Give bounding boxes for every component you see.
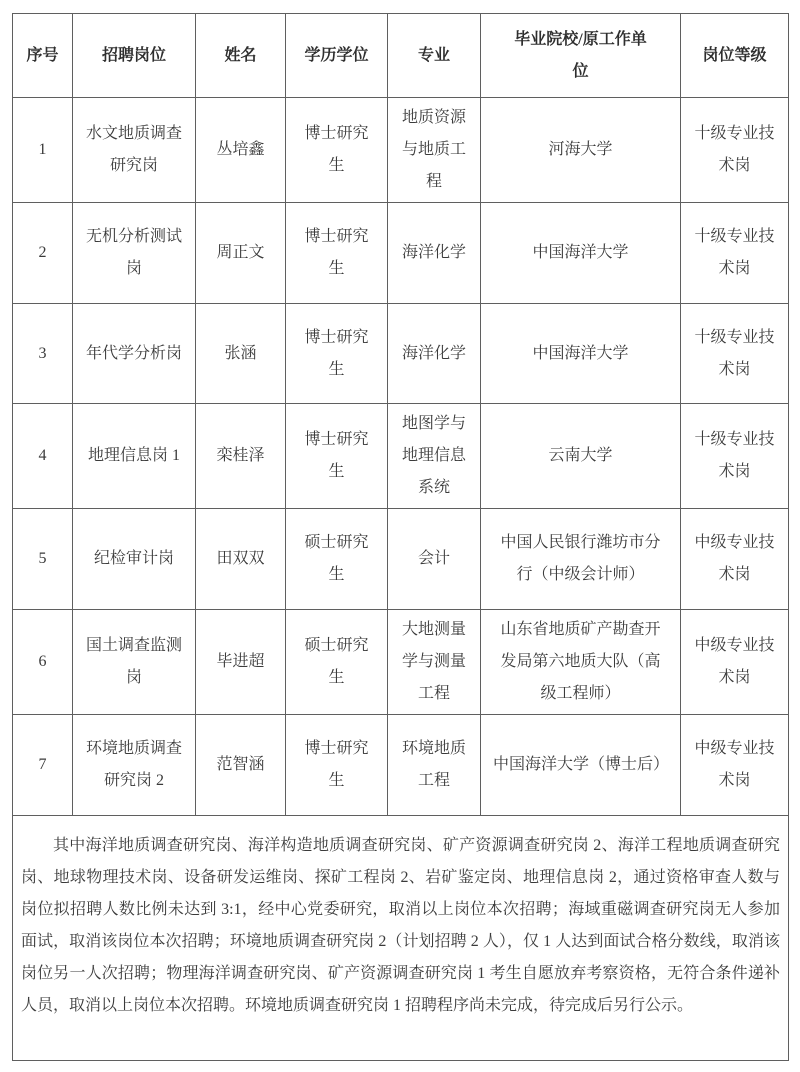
cell-position: 年代学分析岗 xyxy=(73,304,196,404)
cell-position: 环境地质调查研究岗 2 xyxy=(73,715,196,816)
cell-level: 中级专业技术岗 xyxy=(681,610,789,715)
cell-name: 范智涵 xyxy=(196,715,286,816)
cell-index: 5 xyxy=(13,509,73,610)
cell-school: 中国海洋大学 xyxy=(481,304,681,404)
table-row xyxy=(13,98,789,203)
cell-major: 地质资源与地质工程 xyxy=(388,98,481,203)
col-header-major: 专业 xyxy=(388,14,481,98)
col-header-position: 招聘岗位 xyxy=(73,14,196,98)
cell-school: 中国人民银行潍坊市分行（中级会计师） xyxy=(481,509,681,610)
cell-position: 水文地质调查研究岗 xyxy=(73,98,196,203)
col-header-name: 姓名 xyxy=(196,14,286,98)
cell-level: 中级专业技术岗 xyxy=(681,509,789,610)
cell-name: 周正文 xyxy=(196,203,286,304)
note-cell xyxy=(13,816,789,1061)
note-paragraph: 其中海洋地质调查研究岗、海洋构造地质调查研究岗、矿产资源调查研究岗 2、海洋工程地质调查研究岗、地球物理技术岗、设备研发运维岗、探矿工程岗 2、岩矿鉴定岗、地理信息岗 2，通过资格审查人数与岗位拟招聘人数比例未达到 3:1，经中心党委研究，取消以上岗位本次招聘；海域重磁调查研究岗无人参加面试，取消该岗位本次招聘；环境地质调查研究岗 2（计划招聘 2 人），仅 1 人达到面试合格分数线，取消该岗位另一人次招聘；物理海洋调查研究岗、矿产资源调查研究岗 1 考生自愿放弃考察资格，无符合条件递补人员，取消以上岗位本次招聘。环境地质调查研究岗 1 招聘程序尚未完成，待完成后另行公示。 xyxy=(21,837,780,1014)
cell-level: 十级专业技术岗 xyxy=(681,404,789,509)
cell-index: 7 xyxy=(13,715,73,816)
cell-position: 国土调查监测岗 xyxy=(73,610,196,715)
cell-position: 纪检审计岗 xyxy=(73,509,196,610)
cell-major: 大地测量学与测量工程 xyxy=(388,610,481,715)
cell-index: 6 xyxy=(13,610,73,715)
cell-degree: 博士研究生 xyxy=(286,304,388,404)
cell-degree: 硕士研究生 xyxy=(286,610,388,715)
cell-position: 无机分析测试岗 xyxy=(73,203,196,304)
table-row xyxy=(13,203,789,304)
cell-index: 4 xyxy=(13,404,73,509)
table-row xyxy=(13,404,789,509)
cell-level: 十级专业技术岗 xyxy=(681,304,789,404)
cell-degree: 博士研究生 xyxy=(286,404,388,509)
cell-school: 中国海洋大学 xyxy=(481,203,681,304)
cell-level: 中级专业技术岗 xyxy=(681,715,789,816)
cell-index: 3 xyxy=(13,304,73,404)
cell-degree: 硕士研究生 xyxy=(286,509,388,610)
col-header-school: 毕业院校/原工作单位 xyxy=(481,14,681,98)
recruitment-result-table xyxy=(12,13,789,1061)
cell-major: 地图学与地理信息系统 xyxy=(388,404,481,509)
cell-position: 地理信息岗 1 xyxy=(73,404,196,509)
cell-school: 中国海洋大学（博士后） xyxy=(481,715,681,816)
cell-major: 海洋化学 xyxy=(388,203,481,304)
table-row xyxy=(13,509,789,610)
cell-name: 毕进超 xyxy=(196,610,286,715)
cell-name: 栾桂泽 xyxy=(196,404,286,509)
cell-name: 张涵 xyxy=(196,304,286,404)
cell-name: 田双双 xyxy=(196,509,286,610)
table-row xyxy=(13,610,789,715)
cell-index: 2 xyxy=(13,203,73,304)
cell-school: 山东省地质矿产勘查开发局第六地质大队（高级工程师） xyxy=(481,610,681,715)
cell-major: 环境地质工程 xyxy=(388,715,481,816)
cell-index: 1 xyxy=(13,98,73,203)
cell-school: 云南大学 xyxy=(481,404,681,509)
cell-degree: 博士研究生 xyxy=(286,98,388,203)
col-header-degree: 学历学位 xyxy=(286,14,388,98)
col-header-level: 岗位等级 xyxy=(681,14,789,98)
cell-level: 十级专业技术岗 xyxy=(681,203,789,304)
cell-degree: 博士研究生 xyxy=(286,203,388,304)
cell-school: 河海大学 xyxy=(481,98,681,203)
cell-level: 十级专业技术岗 xyxy=(681,98,789,203)
table-header-row xyxy=(13,14,789,98)
col-header-index: 序号 xyxy=(13,14,73,98)
cell-major: 海洋化学 xyxy=(388,304,481,404)
table-row xyxy=(13,715,789,816)
table-row xyxy=(13,304,789,404)
cell-major: 会计 xyxy=(388,509,481,610)
note-row xyxy=(13,816,789,1061)
cell-name: 丛培鑫 xyxy=(196,98,286,203)
cell-degree: 博士研究生 xyxy=(286,715,388,816)
